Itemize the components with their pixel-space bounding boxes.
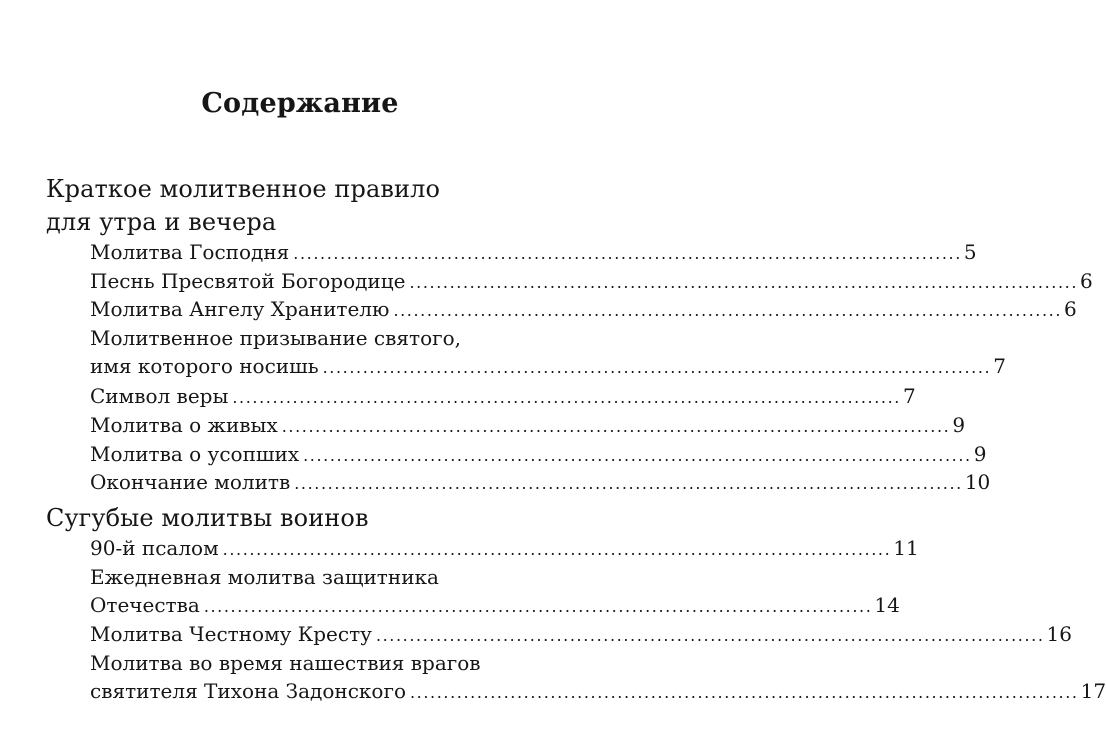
toc-entry-text: Песнь Пресвятой Богородице: [90, 269, 406, 293]
toc-page-number: 9: [952, 413, 966, 437]
toc-page-number: 7: [993, 354, 1006, 378]
toc-page-number: 17: [1080, 679, 1106, 703]
dot-leader: ....................................................................................................: [409, 273, 1079, 292]
dot-leader: ....................................................................................................: [222, 540, 892, 559]
toc-entry-text: Отечества: [90, 593, 200, 617]
toc-entry[interactable]: [90, 411, 966, 441]
toc-entry-text: Символ веры: [90, 384, 229, 408]
toc-page-number: 6: [1064, 297, 1077, 321]
toc-entry[interactable]: [90, 382, 916, 412]
toc-entry-text: святителя Тихона Задонского: [90, 679, 406, 703]
toc-entry-text: имя которого носишь: [90, 354, 319, 378]
toc-page-number: 11: [893, 536, 919, 560]
toc-heading: Содержание: [201, 88, 399, 119]
toc-page-number: 14: [874, 593, 900, 617]
toc-entry-text: Молитва Ангелу Хранителю: [90, 297, 390, 321]
toc-entry[interactable]: [90, 267, 1093, 297]
toc-entry[interactable]: [90, 563, 900, 621]
toc-entry[interactable]: [90, 468, 991, 498]
section-2-title: [46, 501, 369, 535]
toc-entry-text-line1: Молитва во время нашествия врагов: [90, 651, 481, 675]
toc-entry[interactable]: [90, 620, 1072, 650]
dot-leader: ....................................................................................................: [293, 244, 962, 263]
toc-entry[interactable]: [90, 295, 1077, 325]
toc-page-number: 9: [973, 442, 987, 466]
dot-leader: ....................................................................................................: [303, 446, 972, 465]
toc-page-number: 5: [963, 240, 977, 264]
toc-entry[interactable]: [90, 534, 919, 564]
toc-entry[interactable]: [90, 440, 987, 470]
dot-leader: ....................................................................................................: [410, 683, 1079, 702]
toc-entry-text: 90-й псалом: [90, 536, 219, 560]
section-1-title-cont: [46, 205, 276, 239]
toc-page-number: 10: [964, 470, 991, 494]
toc-entry-text-line1: Ежедневная молитва защитника: [90, 565, 439, 589]
toc-entry-text-line1: Молитвенное призывание святого,: [90, 326, 461, 350]
dot-leader: ....................................................................................................: [281, 417, 951, 436]
toc-entry-text: Окончание молитв: [90, 470, 291, 494]
section-1-title-line1: Краткое молитвенное правило: [46, 175, 441, 203]
toc-entry[interactable]: [90, 324, 1006, 382]
section-1-title-line2: для утра и вечера: [46, 208, 277, 236]
toc-page-number: 16: [1046, 622, 1072, 646]
dot-leader: ....................................................................................................: [232, 388, 901, 407]
toc-entry-text: Молитва о усопших: [90, 442, 300, 466]
toc-page-number: 6: [1080, 269, 1093, 293]
toc-entry-text: Молитва Честному Кресту: [90, 622, 372, 646]
section-1-title: [46, 172, 440, 206]
toc-entry[interactable]: [90, 649, 1106, 707]
dot-leader: ....................................................................................................: [294, 474, 963, 493]
toc-entry-text: Молитва о живых: [90, 413, 278, 437]
dot-leader: ....................................................................................................: [393, 301, 1063, 320]
toc-page-number: 7: [902, 384, 916, 408]
dot-leader: ....................................................................................................: [375, 626, 1045, 645]
section-2-title-line1: Сугубые молитвы воинов: [46, 504, 369, 532]
toc-entry-text: Молитва Господня: [90, 240, 290, 264]
toc-entry[interactable]: [90, 238, 977, 268]
dot-leader: ....................................................................................................: [203, 597, 873, 616]
dot-leader: ....................................................................................................: [322, 358, 992, 377]
